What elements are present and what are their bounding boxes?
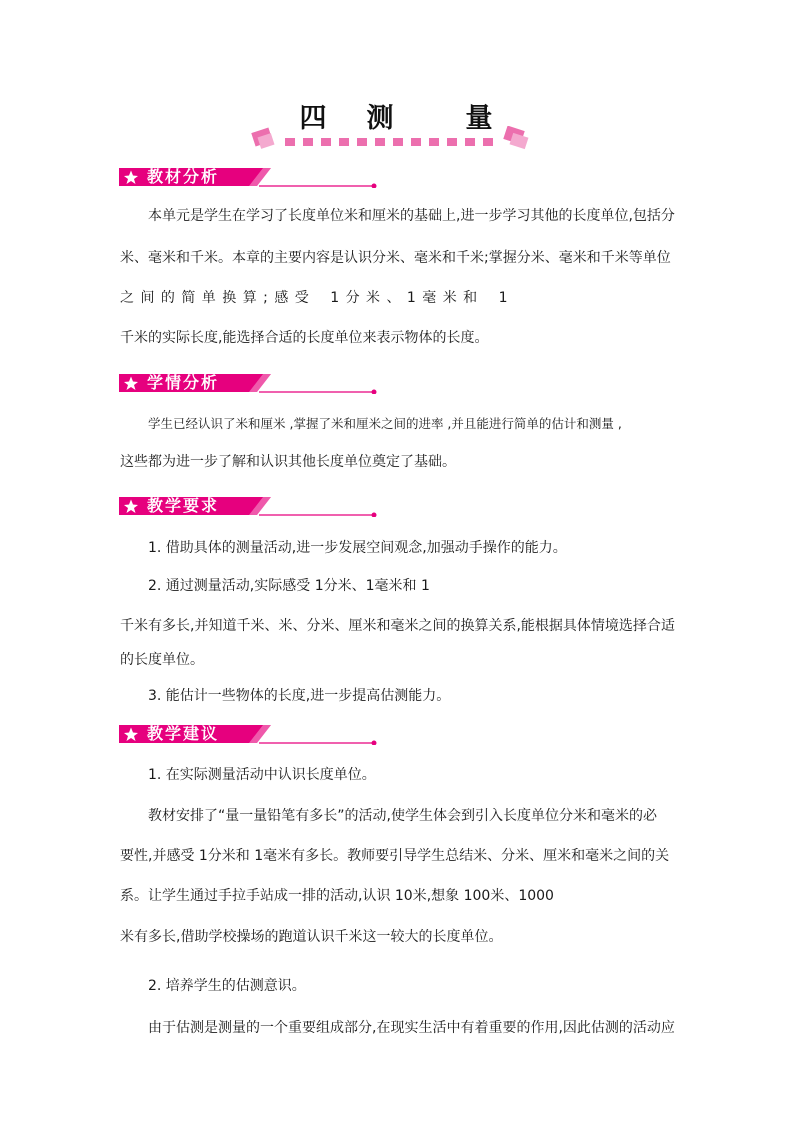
title-decoration xyxy=(249,126,535,156)
paragraph-line: 的长度单位。 xyxy=(120,652,204,668)
paragraph-line: 由于估测是测量的一个重要组成部分,在现实生活中有着重要的作用,因此估测的活动应 xyxy=(148,1020,675,1036)
paragraph-line: 系。让学生通过手拉手站成一排的活动,认识 10米,想象 100米、1000 xyxy=(120,888,554,904)
paragraph-line: 要性,并感受 1分米和 1毫米有多长。教师要引导学生总结米、分米、厘米和毫米之间的关 xyxy=(120,848,670,864)
section-header-textbook-analysis xyxy=(119,166,379,188)
section-title: 教学要求 xyxy=(147,496,220,515)
list-item: 3. 能估计一些物体的长度,进一步提高估测能力。 xyxy=(148,688,451,704)
title-char-2: 测 xyxy=(366,103,396,134)
paragraph-line: 米、毫米和千米。本章的主要内容是认识分米、毫米和千米;掌握分米、毫米和千米等单位 xyxy=(120,250,671,266)
section-title: 教材分析 xyxy=(147,167,220,186)
paragraph-line: 千米有多长,并知道千米、米、分米、厘米和毫米之间的换算关系,能根据具体情境选择合适 xyxy=(120,618,675,634)
paragraph-line: 教材安排了“量一量铅笔有多长”的活动,使学生体会到引入长度单位分米和毫米的必 xyxy=(148,808,657,824)
list-item: 1. 在实际测量活动中认识长度单位。 xyxy=(148,767,376,783)
paragraph-line: 学生已经认识了米和厘米 ,掌握了米和厘米之间的进率 ,并且能进行简单的估计和测量 , xyxy=(148,416,622,431)
paragraph-line: 这些都为进一步了解和认识其他长度单位奠定了基础。 xyxy=(120,454,456,470)
section-header-learner-analysis xyxy=(119,372,379,394)
section-header-teaching-requirements xyxy=(119,495,379,517)
section-title: 学情分析 xyxy=(147,373,220,392)
list-item: 1. 借助具体的测量活动,进一步发展空间观念,加强动手操作的能力。 xyxy=(148,540,567,556)
section-title: 教学建议 xyxy=(147,724,220,743)
title-char-1: 四 xyxy=(299,103,329,134)
title-char-3: 量 xyxy=(465,103,495,134)
paragraph-line: 米有多长,借助学校操场的跑道认识千米这一较大的长度单位。 xyxy=(120,929,503,945)
list-item: 2. 培养学生的估测意识。 xyxy=(148,978,306,994)
section-header-teaching-suggestions xyxy=(119,723,379,745)
paragraph-line: 本单元是学生在学习了长度单位米和厘米的基础上,进一步学习其他的长度单位,包括分 xyxy=(148,208,675,224)
list-item: 2. 通过测量活动,实际感受 1分米、1毫米和 1 xyxy=(148,578,430,594)
paragraph-line: 之 间 的 简 单 换 算 ; 感 受 1 分 米 、 1 毫 米 和 1 xyxy=(120,290,509,306)
paragraph-line: 千米的实际长度,能选择合适的长度单位来表示物体的长度。 xyxy=(120,330,489,346)
